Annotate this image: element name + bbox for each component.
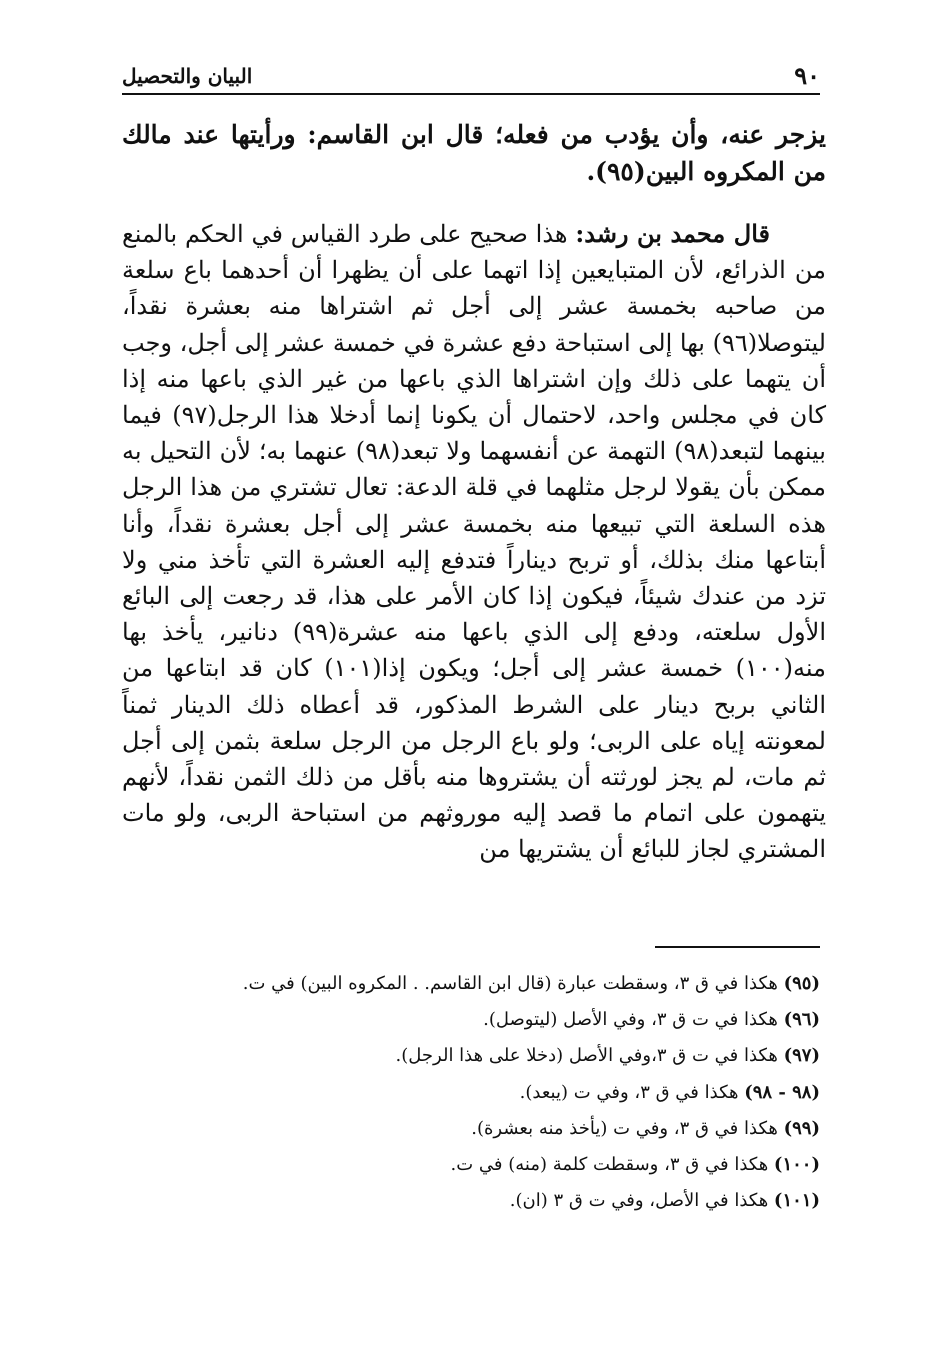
paragraph-1: يزجر عنه، وأن يؤدب من فعله؛ قال ابن القاسم: ورأيتها عند مالك من المكروه البين(٩٥). bbox=[122, 120, 826, 186]
paragraph-2 bbox=[122, 216, 826, 868]
running-title: البيان والتحصيل bbox=[122, 64, 253, 88]
footnote-number: (٩٩) bbox=[783, 1117, 820, 1139]
footnote-text: هكذا في ق ٣، وسقطت عبارة (قال ابن القاسم. . المكروه البين) في ت. bbox=[242, 973, 784, 994]
main-text bbox=[122, 116, 826, 868]
speaker-label: قال محمد بن رشد: bbox=[575, 219, 771, 248]
paragraph-2-text: هذا صحيح على طرد القياس في الحكم بالمنع من الذرائع، لأن المتبايعين إذا اتهما على أن يظهرا أن أحدهما باع سلعة من صاحبه بخمسة عشر إلى أجل ثم اشتراها منه بعشرة نقداً، ليتوصلا(٩٦) بها إلى استباحة دفع عشرة في خمسة عشر إلى أجل، وجب أن يتهما على ذلك وإن اشتراها الذي باعها من غير الذي باعها منه إذا كان في مجلس واحد، لاحتمال أن يكونا إنما أدخلا هذا الرجل(٩٧) فيما بينهما لتبعد(٩٨) التهمة عن أنفسهما ولا تبعد(٩٨) عنهما به؛ لأن التحيل به ممكن بأن يقولا لرجل مثلهما في قلة الدعة: تعال تشتري من هذا الرجل هذه السلعة التي تبيعها منه بخمسة عشر إلى أجل بعشرة نقداً، وأنا أبتاعها منك بذلك، أو تربح ديناراً فتدفع إليه العشرة التي تأخذ مني ولا تزد من عندك شيئاً، فيكون إذا كان الأمر على هذا، قد رجعت إلى البائع الأول سلعته، ودفع إلى الذي باعها منه عشرة(٩٩) دنانير، يأخذ بها منه(١٠٠) خمسة عشر إلى أجل؛ ويكون إذا(١٠١) كان قد ابتاعها من الثاني بربح دينار على الشرط المذكور، قد أعطاه ذلك الدينار ثمناً لمعونته إياه على الربى؛ ولو باع الرجل من الرجل سلعة بثمن إلى أجل ثم مات، لم يجز لورثته أن يشتروها منه بأقل من ذلك الثمن نقداً، لأنهم يتهمون على اتمام ما قصد إليه موروثهم من استباحة الربى، ولو مات المشتري لجاز للبائع أن يشتريها من bbox=[122, 220, 827, 864]
footnote-item bbox=[122, 1147, 820, 1183]
footnote-number: (٩٦) bbox=[783, 1009, 820, 1031]
footnote-text: هكذا في الأصل، وفي ت ق ٣ (ان). bbox=[509, 1190, 774, 1212]
footnote-number: (١٠١) bbox=[773, 1190, 820, 1212]
footnote-item bbox=[122, 1002, 820, 1038]
header-rule bbox=[122, 93, 820, 95]
footnote-text: هكذا في ت ق ٣، وفي الأصل (ليتوصل). bbox=[483, 1009, 784, 1031]
page-header bbox=[122, 60, 820, 92]
footnotes-list bbox=[122, 966, 820, 1219]
footnote-item bbox=[122, 966, 820, 1002]
footnote-text: هكذا في ت ق ٣،وفي الأصل (دخلا على هذا الرجل). bbox=[395, 1045, 784, 1067]
footnote-text: هكذا في ق ٣، وفي ت (يبعد). bbox=[519, 1081, 745, 1103]
footnote-item bbox=[122, 1183, 820, 1219]
footnote-number: (٩٨ - ٩٨) bbox=[744, 1081, 820, 1103]
footnote-item bbox=[122, 1111, 820, 1147]
footnote-item bbox=[122, 1075, 820, 1111]
footnote-number: (٩٥) bbox=[783, 973, 820, 994]
footnote-separator bbox=[655, 946, 820, 948]
page-number: ٩٠ bbox=[794, 61, 820, 90]
footnote-text: هكذا في ق ٣، وفي ت (يأخذ منه بعشرة). bbox=[471, 1117, 784, 1139]
footnote-number: (١٠٠) bbox=[773, 1154, 820, 1176]
footnote-item bbox=[122, 1038, 820, 1074]
footnote-number: (٩٧) bbox=[783, 1045, 820, 1067]
footnote-text: هكذا في ق ٣، وسقطت كلمة (منه) في ت. bbox=[450, 1154, 774, 1176]
